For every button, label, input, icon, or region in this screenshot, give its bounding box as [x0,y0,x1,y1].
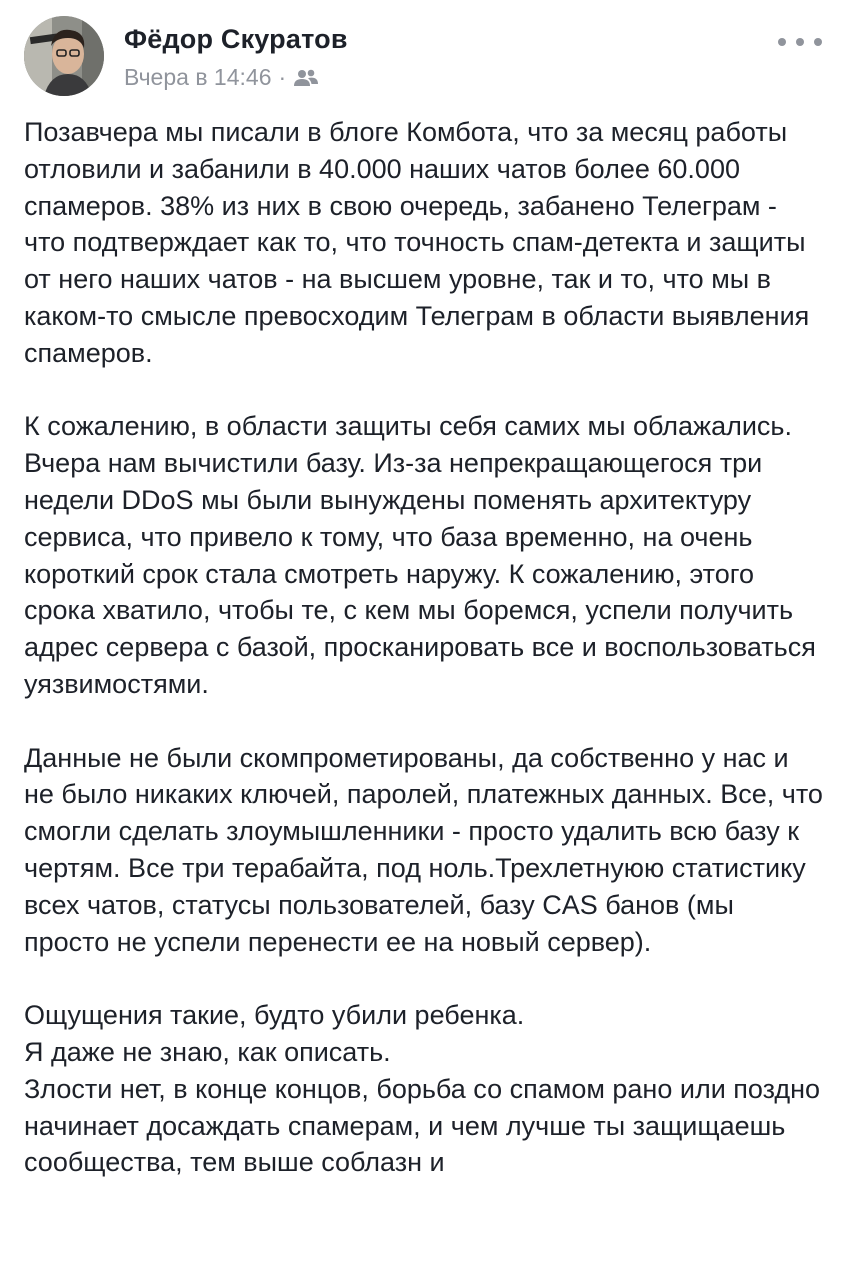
more-options-icon[interactable] [778,30,822,54]
post-header [24,16,824,98]
friends-icon[interactable] [293,67,319,87]
post-paragraph: Ощущения такие, будто убили ребенка. [24,1000,525,1031]
author-name[interactable]: Фёдор Скуратов [124,24,348,54]
avatar[interactable] [24,16,104,96]
post-paragraph: Я даже не знаю, как описать. [24,1036,391,1067]
meta-separator: · [278,63,287,90]
paragraph-gap [24,703,824,740]
avatar-photo-icon [24,16,104,96]
paragraph-gap [24,372,824,409]
more-dot [796,38,804,46]
post-paragraph: К сожалению, в области защиты себя самих мы облажались. [24,411,792,442]
post-timestamp[interactable]: Вчера в 14:46 [124,63,272,90]
post-paragraph: Данные не были скомпрометированы, да собственно у нас и не было никаких ключей, паролей, платежных данных. Все, что смогли сделать злоумышленники - просто удалить всю базу к чертям. Все три терабайта, под ноль.Трехлетнуюю статистику всех чатов, статусы пользователей, базу CAS банов (мы просто не успели перенести ее на новый сервер). [24,742,823,957]
post-paragraph: Злости нет, в конце концов, борьба со спамом рано или поздно начинает досаждать спамерам, и чем лучше ты защищаешь сообщества, тем выше соблазн и [24,1073,821,1178]
more-dot [814,38,822,46]
post-meta [124,62,319,92]
post-paragraph: Позавчера мы писали в блоге Комбота, что за месяц работы отловили и забанили в 40.000 наших чатов более 60.000 спамеров. 38% из них в свою очередь, забанено Телеграм - что подтверждает как то, что точность спам-детекта и защиты от него наших чатов - на высшем уровне, так и то, что мы в каком-то смысле превосходим Телеграм в области выявления спамеров. [24,117,810,368]
paragraph-gap [24,960,824,997]
post-paragraph: Вчера нам вычистили базу. Из-за непрекращающегося три недели DDoS мы были вынуждены поменять архитектуру сервиса, что привело к тому, что база временно, на очень короткий срок стала смотреть наружу. К сожалению, этого срока хватило, чтобы те, с кем мы боремся, успели получить адрес сервера с базой, просканировать все и воспользоваться уязвимостями. [24,448,816,699]
post-body [24,114,824,1181]
more-dot [778,38,786,46]
